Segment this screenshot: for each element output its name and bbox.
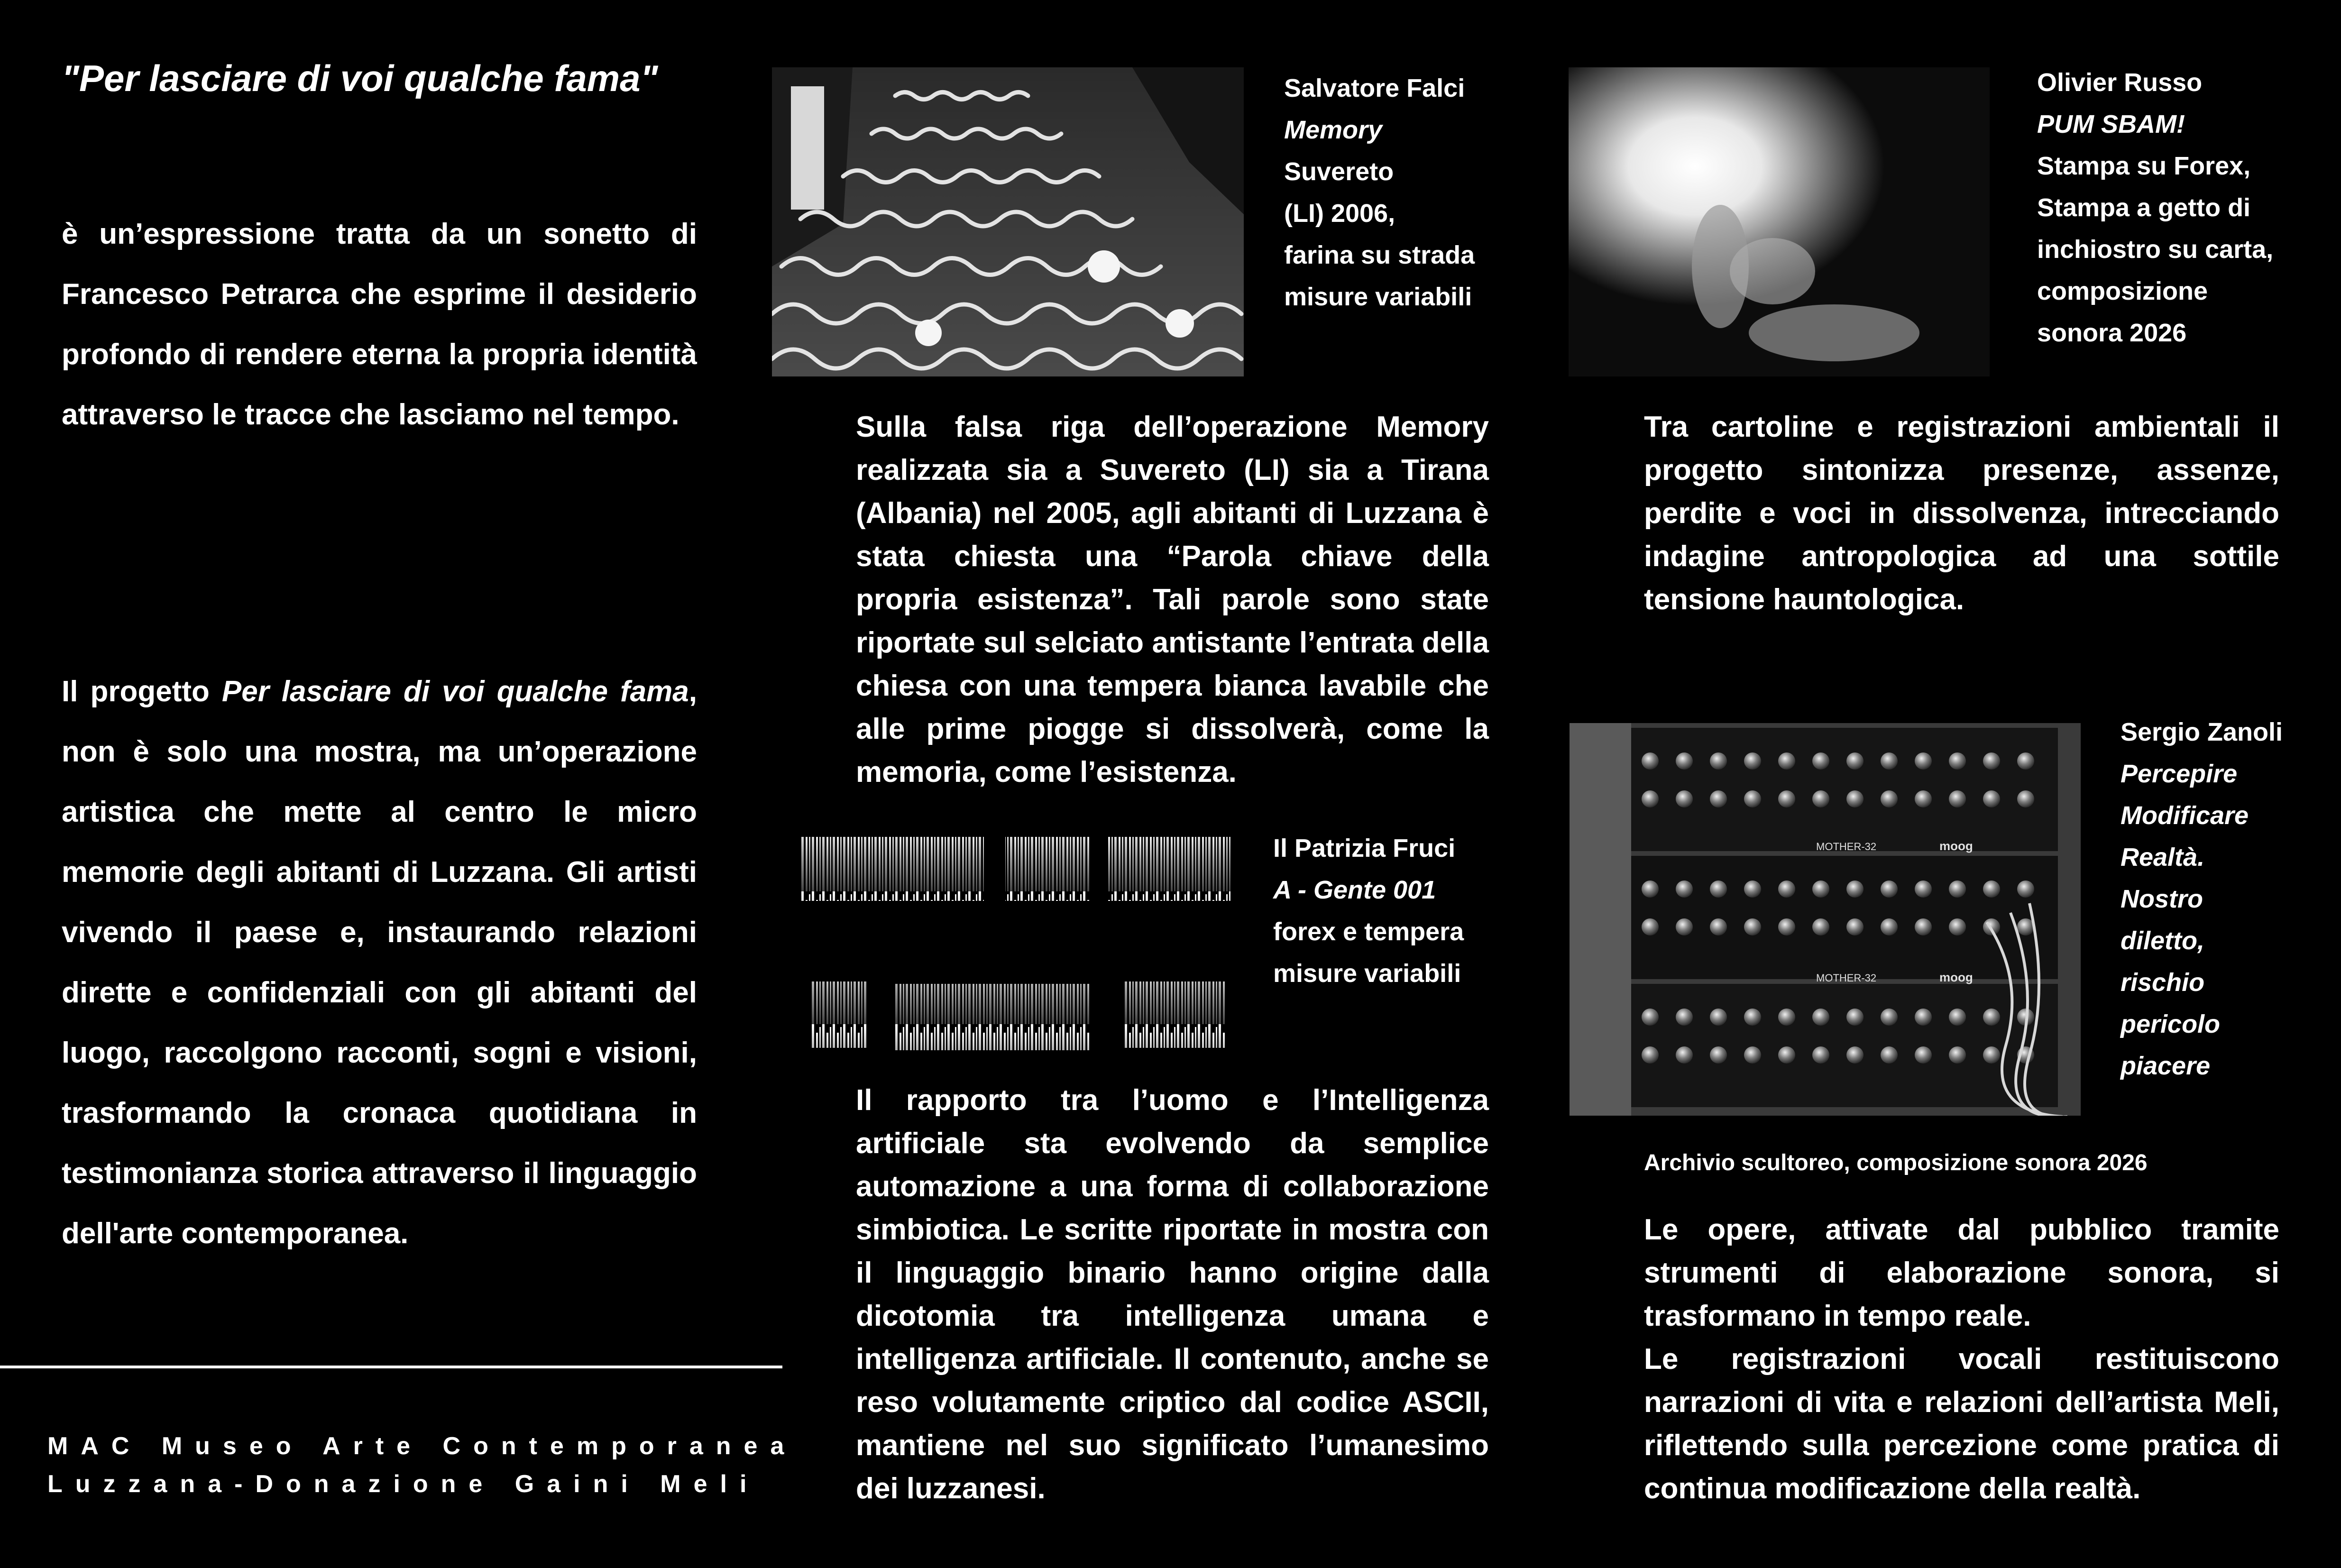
binary-sculpture-image (801, 825, 1238, 1053)
synth-knob (1846, 880, 1864, 898)
intro-paragraph-2-rest: , non è solo una mostra, ma un’operazione artistica che mette al centro le micro memorie degli abitanti di Luzzana. Gli artisti vivendo il paese e, instaurando relazioni dirette e confidenziali con gli abitanti del luogo, raccolgono racconti, sogni e visioni, trasformando la cronaca quotidiana in testimonianza storica attraverso il linguaggio dell'arte contemporanea. (62, 675, 697, 1250)
synth-knob (1881, 1009, 1898, 1026)
russo-caption (2037, 62, 2273, 354)
synth-knob (2017, 752, 2034, 770)
memory-street-photo (772, 67, 1244, 376)
fruci-medium: forex e tempera (1273, 917, 1464, 946)
synth-knob (1881, 1046, 1898, 1064)
synth-knob (2017, 790, 2034, 807)
divider-rule (0, 1366, 782, 1368)
synth-knob (1642, 790, 1659, 807)
synth-knob (1744, 918, 1761, 935)
synth-knob (1949, 918, 1966, 935)
russo-medium-5: sonora 2026 (2037, 319, 2187, 347)
synth-knob (1846, 752, 1864, 770)
synth-knob (1710, 1009, 1727, 1026)
synth-knob (1642, 1046, 1659, 1064)
synth-knob (1812, 1009, 1829, 1026)
fruci-caption (1273, 827, 1464, 994)
zanoli-archive-note: Archivio scultoreo, composizione sonora 2026 (1644, 1150, 2148, 1175)
synth-knob (1778, 880, 1795, 898)
russo-medium-2: Stampa a getto di (2037, 193, 2251, 222)
synth-knob (1983, 880, 2000, 898)
synth-knob (1983, 1009, 2000, 1026)
russo-artist: Olivier Russo (2037, 68, 2203, 97)
synth-knob (1949, 880, 1966, 898)
synth-knob (1881, 918, 1898, 935)
falci-size: misure variabili (1284, 283, 1472, 311)
synth-knob (1983, 790, 2000, 807)
synth-knob (1812, 790, 1829, 807)
synth-knob (1915, 790, 1932, 807)
zanoli-line-3: Realtà. (2121, 843, 2205, 871)
synth-knob (1676, 918, 1693, 935)
russo-medium-3: inchiostro su carta, (2037, 235, 2274, 264)
synth-knob (1778, 790, 1795, 807)
fruci-size: misure variabili (1273, 959, 1461, 988)
synth-knob (1710, 1046, 1727, 1064)
zanoli-line-2: Modificare (2121, 801, 2249, 830)
russo-text: Tra cartoline e registrazioni ambientali il progetto sintonizza presenze, assenze, perdite e voci in dissolvenza, intrecciando indagine antropologica ad una sottile tensione hauntologica. (1644, 411, 2279, 616)
synth-knob (1812, 918, 1829, 935)
russo-medium-4: composizione (2037, 277, 2208, 305)
falci-text: Sulla falsa riga dell’operazione Memory realizzata sia a Suvereto (LI) sia a Tirana (Albania) nel 2005, agli abitanti di Luzzana è stata chiesta una “Parola chiave della propria esistenza”. Tali parole sono state riportate sul selciato antistante l’entrata della chiesa con una tempera bianca lavabile che alle prime piogge si dissolverà, come la memoria, come l’esistenza. (856, 411, 1489, 789)
falci-artist: Salvatore Falci (1284, 74, 1465, 102)
zanoli-line-1: Percepire (2121, 760, 2238, 788)
fruci-text: Il rapporto tra l’uomo e l’Intelligenza artificiale sta evolvendo da semplice automazione a una forma di collaborazione simbiotica. Le scritte riportate in mostra con il linguaggio binario hanno origine dalla dicotomia tra intelligenza umana e intelligenza artificiale. Il contenuto, anche se reso volutamente criptico dal codice ASCII, mantiene nel suo significato l’umanesimo dei luzzanesi. (856, 1084, 1489, 1505)
synth-knob (1744, 880, 1761, 898)
synth-label-2: MOTHER-32 (1816, 972, 1877, 984)
synth-knob (1676, 1009, 1693, 1026)
zanoli-text-2: Le registrazioni vocali restituiscono narrazioni di vita e relazioni dell’artista Meli, riflettendo sulla percezione come pratica di continua modificazione della realtà. (1644, 1343, 2279, 1505)
synth-knob (1915, 752, 1932, 770)
falci-caption (1284, 67, 1475, 318)
intro-paragraph-2 (62, 661, 697, 1264)
synth-knob (1676, 790, 1693, 807)
synth-knob (1676, 880, 1693, 898)
synth-knob (1983, 918, 2000, 935)
intro-paragraph-2-prefix: Il progetto (62, 675, 222, 708)
synth-knob (1949, 1009, 1966, 1026)
synth-knob (1983, 1046, 2000, 1064)
synth-knob (1778, 752, 1795, 770)
zanoli-line-5: diletto, (2121, 926, 2204, 955)
synth-knob (1744, 790, 1761, 807)
synth-knob (1676, 752, 1693, 770)
falci-work-title: Memory (1284, 116, 1383, 144)
zanoli-text (1644, 1208, 2279, 1510)
synth-knob (1710, 790, 1727, 807)
falci-medium: farina su strada (1284, 241, 1475, 269)
synth-knob (1744, 1009, 1761, 1026)
synth-knob (1710, 752, 1727, 770)
synth-knob (1915, 880, 1932, 898)
synth-knob (1710, 880, 1727, 898)
synth-knob (1881, 752, 1898, 770)
zanoli-text-1: Le opere, attivate dal pubblico tramite strumenti di elaborazione sonora, si trasformano in tempo reale. (1644, 1213, 2279, 1332)
synth-knob (1915, 1009, 1932, 1026)
synth-knob (1778, 1009, 1795, 1026)
synth-knob (1642, 752, 1659, 770)
zanoli-line-8: piacere (2121, 1052, 2211, 1080)
synth-knob (1949, 1046, 1966, 1064)
synth-knob (1812, 752, 1829, 770)
museum-name-line-1: MAC Museo Arte Contemporanea (47, 1432, 797, 1460)
russo-work-title: PUM SBAM! (2037, 110, 2185, 138)
modular-synth-photo (1570, 723, 2081, 1116)
synth-knob (1915, 1046, 1932, 1064)
zanoli-line-7: pericolo (2121, 1010, 2221, 1038)
intro-title: "Per lasciare di voi qualche fama" (62, 57, 658, 99)
synth-knob (1676, 1046, 1693, 1064)
synth-knob (1881, 880, 1898, 898)
synth-knob (1744, 752, 1761, 770)
synth-knob (1949, 790, 1966, 807)
synth-knob (1812, 880, 1829, 898)
synth-brand-2: moog (1939, 970, 1973, 984)
zanoli-caption (2121, 711, 2283, 1087)
synth-brand-1: moog (1939, 839, 1973, 853)
synth-knob (1915, 918, 1932, 935)
zanoli-line-4: Nostro (2121, 885, 2203, 913)
synth-knob (1846, 918, 1864, 935)
russo-medium-1: Stampa su Forex, (2037, 152, 2251, 180)
falci-year: (LI) 2006, (1284, 199, 1395, 228)
synth-label-1: MOTHER-32 (1816, 841, 1877, 853)
synth-knob (1744, 1046, 1761, 1064)
synth-knob (1881, 790, 1898, 807)
fruci-work-title: A - Gente 001 (1273, 876, 1436, 904)
fruci-artist: Il Patrizia Fruci (1273, 834, 1456, 862)
synth-knob (1642, 918, 1659, 935)
synth-knob (1778, 918, 1795, 935)
synth-knob (1710, 918, 1727, 935)
falci-place: Suvereto (1284, 157, 1394, 186)
synth-knob (1846, 1046, 1864, 1064)
synth-knob (2017, 880, 2034, 898)
zanoli-artist: Sergio Zanoli (2121, 718, 2283, 746)
museum-name-line-2: Luzzana-Donazione Gaini Meli (47, 1470, 760, 1498)
synth-knob (1983, 752, 2000, 770)
pum-sbam-photo (1569, 67, 1990, 376)
synth-knob (1642, 880, 1659, 898)
project-title-italic: Per lasciare di voi qualche fama (221, 675, 689, 708)
synth-knob (1642, 1009, 1659, 1026)
synth-knob (1778, 1046, 1795, 1064)
synth-knob (1846, 790, 1864, 807)
zanoli-line-6: rischio (2121, 968, 2205, 997)
synth-knob (1812, 1046, 1829, 1064)
synth-knob (1949, 752, 1966, 770)
intro-paragraph-1: è un’espressione tratta da un sonetto di Francesco Petrarca che esprime il desiderio profondo di rendere eterna la propria identità attraverso le tracce che lasciamo nel tempo. (62, 218, 697, 431)
synth-knob (1846, 1009, 1864, 1026)
